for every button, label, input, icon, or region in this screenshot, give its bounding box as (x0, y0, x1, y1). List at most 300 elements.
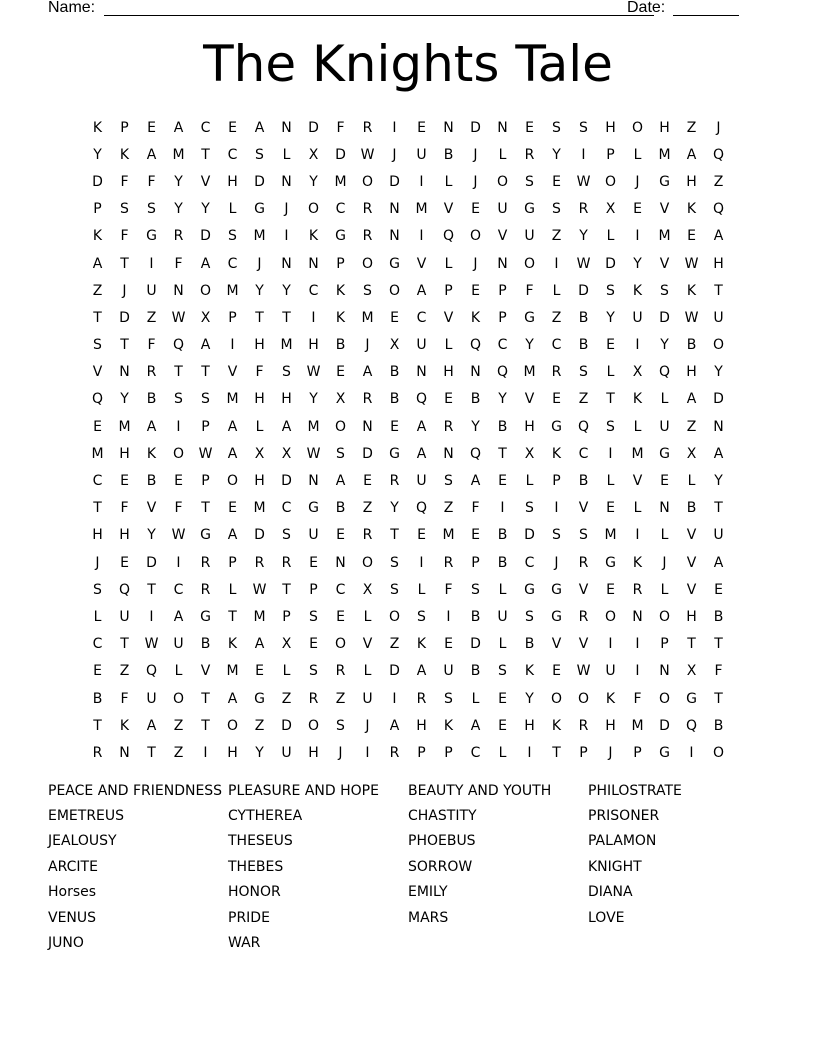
grid-letter[interactable]: W (171, 527, 186, 544)
grid-letter[interactable]: D (254, 173, 265, 190)
grid-letter[interactable]: I (392, 690, 397, 707)
grid-letter[interactable]: U (146, 282, 157, 299)
grid-letter[interactable]: N (389, 228, 400, 245)
grid-letter[interactable]: Z (92, 282, 103, 299)
grid-letter[interactable]: N (281, 119, 292, 136)
grid-letter[interactable]: E (660, 473, 669, 490)
grid-letter[interactable]: S (390, 581, 399, 598)
grid-letter[interactable]: G (389, 445, 400, 462)
grid-letter[interactable]: M (280, 337, 293, 354)
grid-letter[interactable]: H (254, 337, 265, 354)
grid-letter[interactable]: R (578, 717, 589, 734)
grid-letter[interactable]: H (524, 717, 535, 734)
grid-letter[interactable]: O (307, 717, 320, 734)
grid-letter[interactable]: J (473, 173, 478, 190)
grid-letter[interactable]: N (119, 364, 130, 381)
grid-letter[interactable]: S (471, 581, 480, 598)
grid-letter[interactable]: K (227, 636, 238, 653)
grid-letter[interactable]: U (443, 663, 454, 680)
grid-letter[interactable]: L (498, 636, 507, 653)
grid-letter[interactable]: J (284, 201, 289, 218)
grid-letter[interactable]: P (579, 744, 588, 761)
grid-letter[interactable]: Q (172, 337, 185, 354)
grid-letter[interactable]: V (659, 255, 670, 272)
grid-letter[interactable]: K (416, 636, 427, 653)
grid-letter[interactable]: A (200, 255, 211, 272)
grid-letter[interactable]: K (335, 309, 346, 326)
grid-letter[interactable]: I (527, 744, 532, 761)
grid-letter[interactable]: V (578, 500, 589, 517)
grid-letter[interactable]: Z (254, 717, 265, 734)
grid-letter[interactable]: I (419, 228, 424, 245)
grid-letter[interactable]: N (362, 418, 373, 435)
grid-letter[interactable]: T (93, 309, 102, 326)
grid-letter[interactable]: U (713, 527, 724, 544)
grid-letter[interactable]: N (659, 500, 670, 517)
grid-letter[interactable]: H (281, 391, 292, 408)
grid-letter[interactable]: N (308, 473, 319, 490)
grid-letter[interactable]: Q (712, 201, 725, 218)
grid-letter[interactable]: A (146, 418, 157, 435)
grid-letter[interactable]: I (230, 337, 235, 354)
grid-letter[interactable]: J (473, 146, 478, 163)
grid-letter[interactable]: H (254, 473, 265, 490)
grid-letter[interactable]: Z (173, 744, 184, 761)
grid-letter[interactable]: A (173, 119, 184, 136)
grid-letter[interactable]: S (228, 228, 237, 245)
grid-letter[interactable]: W (306, 445, 321, 462)
grid-letter[interactable]: V (524, 391, 535, 408)
grid-letter[interactable]: E (498, 690, 507, 707)
grid-letter[interactable]: L (606, 228, 615, 245)
grid-letter[interactable]: U (497, 608, 508, 625)
grid-letter[interactable]: Y (309, 391, 318, 408)
grid-letter[interactable]: S (525, 173, 534, 190)
grid-letter[interactable]: O (388, 608, 401, 625)
grid-letter[interactable]: E (444, 391, 453, 408)
grid-letter[interactable]: Y (201, 201, 210, 218)
grid-letter[interactable]: R (200, 581, 211, 598)
grid-letter[interactable]: N (470, 364, 481, 381)
grid-letter[interactable]: P (498, 309, 507, 326)
grid-letter[interactable]: M (253, 228, 266, 245)
grid-letter[interactable]: X (686, 663, 697, 680)
grid-letter[interactable]: B (389, 364, 400, 381)
grid-letter[interactable]: D (362, 445, 373, 462)
grid-letter[interactable]: C (173, 581, 184, 598)
grid-letter[interactable]: U (173, 636, 184, 653)
grid-letter[interactable]: N (335, 554, 346, 571)
grid-letter[interactable]: H (416, 717, 427, 734)
grid-letter[interactable]: A (173, 608, 184, 625)
grid-letter[interactable]: I (635, 527, 640, 544)
grid-letter[interactable]: D (470, 636, 481, 653)
grid-letter[interactable]: T (120, 636, 129, 653)
grid-letter[interactable]: N (281, 173, 292, 190)
grid-letter[interactable]: M (334, 173, 347, 190)
grid-letter[interactable]: Y (633, 255, 642, 272)
grid-letter[interactable]: G (551, 418, 562, 435)
grid-letter[interactable]: U (416, 337, 427, 354)
grid-letter[interactable]: I (581, 146, 586, 163)
grid-letter[interactable]: Y (255, 744, 264, 761)
grid-letter[interactable]: M (253, 608, 266, 625)
grid-letter[interactable]: R (578, 608, 589, 625)
grid-letter[interactable]: L (606, 473, 615, 490)
grid-letter[interactable]: S (336, 445, 345, 462)
grid-letter[interactable]: R (92, 744, 103, 761)
grid-letter[interactable]: E (228, 119, 237, 136)
grid-letter[interactable]: O (307, 201, 320, 218)
grid-letter[interactable]: Y (498, 391, 507, 408)
grid-letter[interactable]: R (578, 554, 589, 571)
grid-letter[interactable]: P (120, 119, 129, 136)
grid-letter[interactable]: E (498, 473, 507, 490)
grid-letter[interactable]: A (335, 473, 346, 490)
grid-letter[interactable]: C (227, 146, 238, 163)
grid-letter[interactable]: S (552, 119, 561, 136)
grid-letter[interactable]: P (660, 636, 669, 653)
grid-letter[interactable]: B (335, 500, 346, 517)
grid-letter[interactable]: B (443, 146, 454, 163)
grid-letter[interactable]: F (120, 500, 129, 517)
grid-letter[interactable]: W (684, 309, 699, 326)
grid-letter[interactable]: B (578, 337, 589, 354)
grid-letter[interactable]: N (497, 255, 508, 272)
grid-letter[interactable]: T (147, 581, 156, 598)
grid-letter[interactable]: M (307, 418, 320, 435)
grid-letter[interactable]: W (144, 636, 159, 653)
grid-letter[interactable]: V (443, 309, 454, 326)
grid-letter[interactable]: E (606, 581, 615, 598)
grid-letter[interactable]: T (147, 744, 156, 761)
grid-letter[interactable]: O (199, 282, 212, 299)
grid-letter[interactable]: B (578, 309, 589, 326)
grid-letter[interactable]: H (713, 255, 724, 272)
grid-letter[interactable]: G (605, 554, 616, 571)
grid-letter[interactable]: X (605, 201, 616, 218)
grid-letter[interactable]: H (659, 119, 670, 136)
grid-letter[interactable]: T (606, 391, 615, 408)
grid-letter[interactable]: L (525, 473, 534, 490)
grid-letter[interactable]: W (576, 173, 591, 190)
grid-letter[interactable]: S (93, 581, 102, 598)
grid-letter[interactable]: D (524, 527, 535, 544)
grid-letter[interactable]: P (444, 744, 453, 761)
grid-letter[interactable]: S (174, 391, 183, 408)
grid-letter[interactable]: I (635, 228, 640, 245)
grid-letter[interactable]: U (281, 744, 292, 761)
grid-letter[interactable]: L (363, 663, 372, 680)
grid-letter[interactable]: G (659, 445, 670, 462)
grid-letter[interactable]: M (631, 717, 644, 734)
grid-letter[interactable]: T (714, 282, 723, 299)
grid-letter[interactable]: U (713, 309, 724, 326)
grid-letter[interactable]: Q (145, 663, 158, 680)
grid-letter[interactable]: S (147, 201, 156, 218)
grid-letter[interactable]: F (147, 337, 156, 354)
grid-letter[interactable]: W (198, 445, 213, 462)
grid-letter[interactable]: B (497, 554, 508, 571)
grid-letter[interactable]: R (362, 391, 373, 408)
grid-letter[interactable]: V (686, 581, 697, 598)
grid-letter[interactable]: G (551, 581, 562, 598)
grid-letter[interactable]: U (497, 201, 508, 218)
grid-letter[interactable]: M (604, 527, 617, 544)
grid-letter[interactable]: Z (335, 690, 346, 707)
grid-letter[interactable]: S (579, 119, 588, 136)
grid-letter[interactable]: T (120, 337, 129, 354)
grid-letter[interactable]: U (605, 663, 616, 680)
grid-letter[interactable]: S (309, 663, 318, 680)
grid-letter[interactable]: L (660, 581, 669, 598)
grid-letter[interactable]: U (362, 690, 373, 707)
grid-letter[interactable]: N (632, 608, 643, 625)
grid-letter[interactable]: E (714, 581, 723, 598)
grid-letter[interactable]: V (686, 554, 697, 571)
grid-letter[interactable]: I (149, 608, 154, 625)
grid-letter[interactable]: I (635, 663, 640, 680)
grid-letter[interactable]: P (228, 554, 237, 571)
grid-letter[interactable]: O (523, 255, 536, 272)
grid-letter[interactable]: A (470, 717, 481, 734)
grid-letter[interactable]: J (635, 173, 640, 190)
grid-letter[interactable]: A (362, 364, 373, 381)
grid-letter[interactable]: O (550, 690, 563, 707)
grid-letter[interactable]: T (93, 717, 102, 734)
grid-letter[interactable]: M (442, 527, 455, 544)
grid-letter[interactable]: X (632, 364, 643, 381)
grid-letter[interactable]: A (254, 636, 265, 653)
grid-letter[interactable]: K (443, 717, 454, 734)
grid-letter[interactable]: F (147, 173, 156, 190)
grid-letter[interactable]: L (552, 282, 561, 299)
grid-letter[interactable]: O (388, 282, 401, 299)
grid-letter[interactable]: A (227, 527, 238, 544)
grid-letter[interactable]: T (498, 445, 507, 462)
grid-letter[interactable]: P (417, 744, 426, 761)
grid-letter[interactable]: V (659, 201, 670, 218)
grid-letter[interactable]: V (443, 201, 454, 218)
grid-letter[interactable]: S (120, 201, 129, 218)
grid-letter[interactable]: K (686, 282, 697, 299)
grid-letter[interactable]: I (203, 744, 208, 761)
grid-letter[interactable]: O (361, 255, 374, 272)
grid-letter[interactable]: C (335, 581, 346, 598)
grid-letter[interactable]: Z (551, 228, 562, 245)
grid-letter[interactable]: Y (93, 146, 102, 163)
grid-letter[interactable]: T (282, 581, 291, 598)
grid-letter[interactable]: S (579, 364, 588, 381)
grid-letter[interactable]: L (444, 255, 453, 272)
grid-letter[interactable]: E (120, 473, 129, 490)
grid-letter[interactable]: O (712, 744, 725, 761)
grid-letter[interactable]: C (497, 337, 508, 354)
grid-letter[interactable]: M (226, 391, 239, 408)
grid-letter[interactable]: A (254, 119, 265, 136)
grid-letter[interactable]: E (417, 527, 426, 544)
grid-letter[interactable]: R (173, 228, 184, 245)
grid-letter[interactable]: E (606, 337, 615, 354)
grid-letter[interactable]: C (578, 445, 589, 462)
grid-letter[interactable]: G (146, 228, 157, 245)
grid-letter[interactable]: G (389, 255, 400, 272)
grid-letter[interactable]: U (119, 608, 130, 625)
grid-letter[interactable]: X (254, 445, 265, 462)
grid-letter[interactable]: M (118, 418, 131, 435)
grid-letter[interactable]: F (525, 282, 534, 299)
grid-letter[interactable]: E (228, 500, 237, 517)
grid-letter[interactable]: F (174, 500, 183, 517)
grid-letter[interactable]: E (390, 418, 399, 435)
grid-letter[interactable]: L (228, 581, 237, 598)
grid-letter[interactable]: T (120, 255, 129, 272)
grid-letter[interactable]: P (228, 309, 237, 326)
grid-letter[interactable]: C (281, 500, 292, 517)
grid-letter[interactable]: E (471, 201, 480, 218)
grid-letter[interactable]: E (525, 119, 534, 136)
grid-letter[interactable]: P (498, 282, 507, 299)
grid-letter[interactable]: A (92, 255, 103, 272)
grid-letter[interactable]: Y (120, 391, 129, 408)
grid-letter[interactable]: V (200, 173, 211, 190)
grid-letter[interactable]: F (336, 119, 345, 136)
grid-letter[interactable]: A (416, 282, 427, 299)
grid-letter[interactable]: N (173, 282, 184, 299)
grid-letter[interactable]: L (633, 500, 642, 517)
grid-letter[interactable]: B (335, 337, 346, 354)
grid-letter[interactable]: R (443, 418, 454, 435)
grid-letter[interactable]: W (576, 663, 591, 680)
grid-letter[interactable]: K (92, 119, 103, 136)
grid-letter[interactable]: Z (281, 690, 292, 707)
grid-letter[interactable]: Q (91, 391, 104, 408)
grid-letter[interactable]: L (471, 690, 480, 707)
grid-letter[interactable]: J (608, 744, 613, 761)
grid-letter[interactable]: E (363, 473, 372, 490)
grid-letter[interactable]: N (713, 418, 724, 435)
grid-letter[interactable]: T (201, 690, 210, 707)
grid-letter[interactable]: R (632, 581, 643, 598)
grid-letter[interactable]: R (362, 119, 373, 136)
grid-letter[interactable]: I (365, 744, 370, 761)
grid-letter[interactable]: S (444, 473, 453, 490)
grid-letter[interactable]: H (227, 173, 238, 190)
grid-letter[interactable]: A (713, 445, 724, 462)
grid-letter[interactable]: I (635, 636, 640, 653)
grid-letter[interactable]: D (308, 119, 319, 136)
grid-letter[interactable]: D (281, 473, 292, 490)
grid-letter[interactable]: U (632, 309, 643, 326)
grid-letter[interactable]: Z (443, 500, 454, 517)
grid-letter[interactable]: H (227, 744, 238, 761)
grid-letter[interactable]: G (254, 201, 265, 218)
grid-letter[interactable]: R (362, 228, 373, 245)
grid-letter[interactable]: S (606, 282, 615, 299)
grid-letter[interactable]: E (552, 663, 561, 680)
grid-letter[interactable]: D (146, 554, 157, 571)
grid-letter[interactable]: P (201, 418, 210, 435)
grid-letter[interactable]: M (415, 201, 428, 218)
grid-letter[interactable]: X (281, 445, 292, 462)
grid-letter[interactable]: G (686, 690, 697, 707)
grid-letter[interactable]: V (497, 228, 508, 245)
grid-letter[interactable]: C (92, 473, 103, 490)
grid-letter[interactable]: H (686, 608, 697, 625)
grid-letter[interactable]: D (92, 173, 103, 190)
grid-letter[interactable]: A (686, 146, 697, 163)
grid-letter[interactable]: E (498, 717, 507, 734)
grid-letter[interactable]: C (227, 255, 238, 272)
grid-letter[interactable]: N (443, 445, 454, 462)
grid-letter[interactable]: U (308, 527, 319, 544)
grid-letter[interactable]: I (284, 228, 289, 245)
grid-letter[interactable]: X (524, 445, 535, 462)
grid-letter[interactable]: S (255, 146, 264, 163)
grid-letter[interactable]: J (257, 255, 262, 272)
grid-letter[interactable]: M (631, 445, 644, 462)
grid-letter[interactable]: B (92, 690, 103, 707)
grid-letter[interactable]: O (469, 228, 482, 245)
grid-letter[interactable]: Q (658, 364, 671, 381)
grid-letter[interactable]: S (201, 391, 210, 408)
grid-letter[interactable]: N (308, 255, 319, 272)
grid-letter[interactable]: K (551, 445, 562, 462)
grid-letter[interactable]: N (659, 663, 670, 680)
grid-letter[interactable]: W (684, 255, 699, 272)
grid-letter[interactable]: K (308, 228, 319, 245)
grid-letter[interactable]: Z (389, 636, 400, 653)
grid-letter[interactable]: Y (525, 337, 534, 354)
grid-letter[interactable]: Y (282, 282, 291, 299)
grid-letter[interactable]: S (498, 663, 507, 680)
grid-letter[interactable]: S (390, 554, 399, 571)
grid-letter[interactable]: E (444, 636, 453, 653)
grid-letter[interactable]: Q (118, 581, 131, 598)
grid-letter[interactable]: B (686, 500, 697, 517)
grid-letter[interactable]: P (201, 473, 210, 490)
grid-letter[interactable]: G (308, 500, 319, 517)
grid-letter[interactable]: H (443, 364, 454, 381)
grid-letter[interactable]: N (443, 119, 454, 136)
grid-letter[interactable]: D (659, 717, 670, 734)
grid-letter[interactable]: C (551, 337, 562, 354)
grid-letter[interactable]: E (606, 500, 615, 517)
grid-letter[interactable]: Y (255, 282, 264, 299)
grid-letter[interactable]: I (176, 554, 181, 571)
grid-letter[interactable]: A (200, 337, 211, 354)
grid-letter[interactable]: B (146, 391, 157, 408)
grid-letter[interactable]: G (659, 744, 670, 761)
grid-letter[interactable]: P (606, 146, 615, 163)
grid-letter[interactable]: J (122, 282, 127, 299)
grid-letter[interactable]: X (335, 391, 346, 408)
grid-letter[interactable]: Y (147, 527, 156, 544)
grid-letter[interactable]: V (92, 364, 103, 381)
grid-letter[interactable]: T (714, 636, 723, 653)
grid-letter[interactable]: H (605, 717, 616, 734)
grid-letter[interactable]: N (389, 201, 400, 218)
grid-letter[interactable]: P (93, 201, 102, 218)
grid-letter[interactable]: I (689, 744, 694, 761)
grid-letter[interactable]: R (362, 527, 373, 544)
grid-letter[interactable]: K (92, 228, 103, 245)
grid-letter[interactable]: U (524, 228, 535, 245)
grid-letter[interactable]: A (416, 445, 427, 462)
grid-letter[interactable]: L (282, 663, 291, 680)
grid-letter[interactable]: M (361, 309, 374, 326)
grid-letter[interactable]: L (174, 663, 183, 680)
